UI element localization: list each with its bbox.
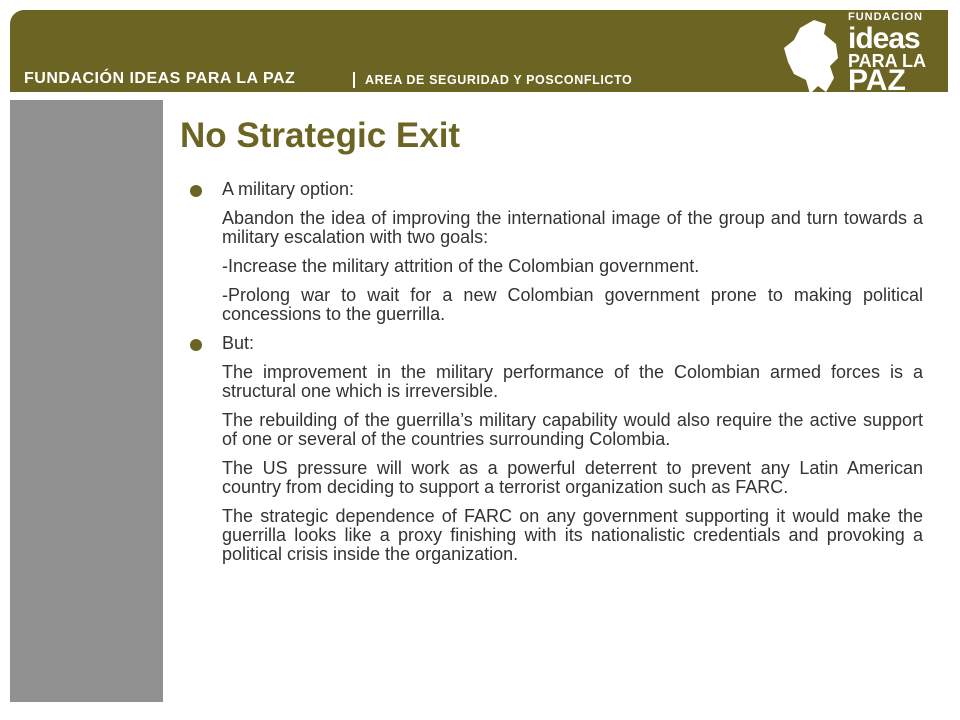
- paragraph: The US pressure will work as a powerful deterrent to prevent any Latin American country from deciding to support a terrorist organization such as FARC.: [222, 458, 923, 497]
- bullet-military-option: [190, 180, 923, 199]
- bullet-but: [190, 334, 923, 353]
- slide-content: [190, 180, 923, 574]
- logo-line-ideas: ideas: [848, 22, 920, 55]
- bullet-dot-icon: [190, 185, 202, 197]
- header-banner: [10, 10, 948, 97]
- area-name: AREA DE SEGURIDAD Y POSCONFLICTO: [365, 73, 633, 87]
- paragraph: Abandon the idea of improving the international image of the group and turn towards a military escalation with two goals:: [222, 208, 923, 247]
- logo-line-paz: PAZ: [848, 64, 906, 97]
- paragraph: The improvement in the military performance of the Colombian armed forces is a structural one which is irreversible.: [222, 362, 923, 401]
- logo: [848, 12, 926, 96]
- colombia-map-icon: [780, 18, 842, 96]
- bullet-label: But:: [222, 333, 255, 353]
- organization-name: FUNDACIÓN IDEAS PARA LA PAZ: [24, 70, 296, 87]
- left-sidebar-bar: [10, 100, 163, 702]
- logo-line-para-la: PARA LA: [848, 51, 926, 71]
- bullet-label: A military option:: [222, 179, 355, 199]
- logo-line-fundacion: FUNDACION: [848, 11, 923, 23]
- header-separator: [353, 72, 355, 88]
- paragraph: -Increase the military attrition of the Colombian government.: [222, 256, 700, 276]
- slide-title: No Strategic Exit: [180, 116, 461, 155]
- paragraph: -Prolong war to wait for a new Colombian government prone to making political concessions to the guerrilla.: [222, 285, 923, 324]
- paragraph: The rebuilding of the guerrilla’s military capability would also require the active support of one or several of the countries surrounding Colombia.: [222, 410, 923, 449]
- bullet-dot-icon: [190, 339, 202, 351]
- paragraph: The strategic dependence of FARC on any government supporting it would make the guerrilla looks like a proxy finishing with its nationalistic credentials and provoking a political crisis inside the organization.: [222, 506, 923, 564]
